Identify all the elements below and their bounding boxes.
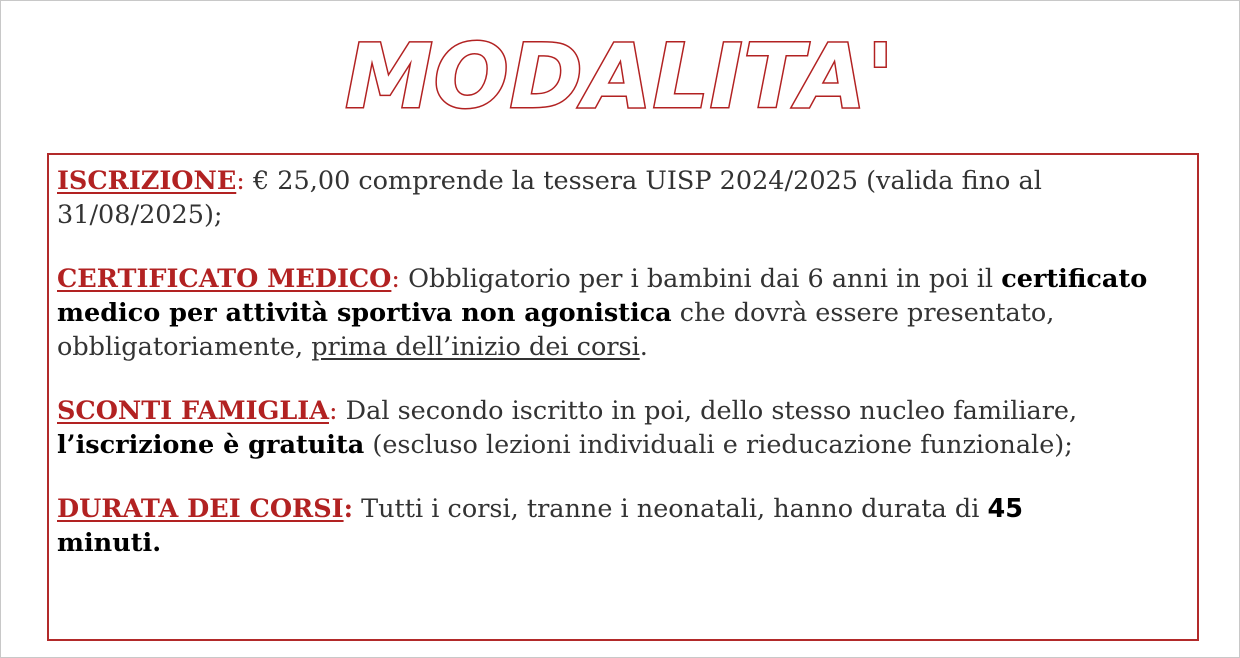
section-sconti (57, 394, 1185, 462)
section-certificato (57, 262, 1185, 364)
text-certificato-3: . (639, 332, 648, 362)
text-certificato-1: Obbligatorio per i bambini dai 6 anni in poi il (399, 264, 1002, 294)
duration-unit: minuti. (57, 528, 162, 558)
label-iscrizione: ISCRIZIONE (57, 166, 237, 196)
section-iscrizione (57, 164, 1185, 232)
text-sconti-1: Dal secondo iscritto in poi, dello stesso nucleo familiare, (337, 396, 1078, 426)
underlined-certificato: prima dell’inizio dei corsi (311, 332, 640, 362)
page-title: MODALITA' (345, 25, 895, 128)
sep-iscrizione: : (236, 166, 245, 196)
text-iscrizione: € 25,00 comprende la tessera UISP 2024/2025 (valida fino al 31/08/2025); (57, 166, 1042, 230)
text-certificato-2: che dovrà essere presentato, obbligatoriamente, (57, 298, 1055, 362)
label-sconti: SCONTI FAMIGLIA (57, 396, 329, 426)
label-certificato: CERTIFICATO MEDICO (57, 264, 392, 294)
text-sconti-2: (escluso lezioni individuali e rieducazione funzionale); (364, 430, 1073, 460)
label-durata: DURATA DEI CORSI (57, 494, 344, 524)
bold-sconti: l’iscrizione è gratuita (57, 430, 365, 460)
text-durata-1: Tutti i corsi, tranne i neonatali, hanno durata di (353, 494, 988, 524)
section-durata (57, 492, 1185, 560)
duration-value: 45 (987, 494, 1023, 524)
sep-durata: : (343, 494, 353, 524)
bold-certificato: certificato medico per attività sportiva non agonistica (57, 264, 1148, 328)
sep-sconti: : (328, 396, 338, 426)
info-box (47, 153, 1199, 641)
sep-certificato: : (391, 264, 400, 294)
